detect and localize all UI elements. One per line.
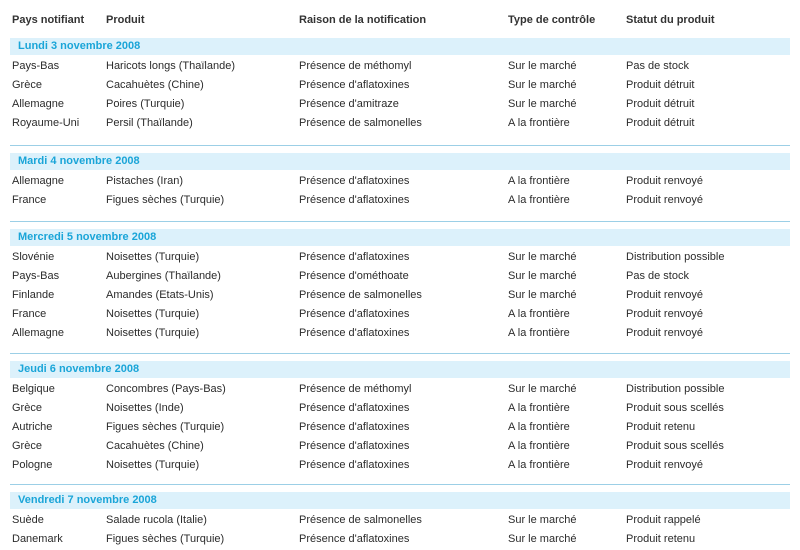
cell-country: Grèce <box>12 402 42 414</box>
cell-country: Allemagne <box>12 98 64 110</box>
cell-status: Produit détruit <box>626 117 695 129</box>
cell-control: Sur le marché <box>508 60 577 72</box>
cell-product: Noisettes (Turquie) <box>106 251 200 263</box>
cell-status: Distribution possible <box>626 251 725 263</box>
cell-country: France <box>12 308 47 320</box>
group-divider <box>10 145 790 146</box>
cell-country: Finlande <box>12 289 55 301</box>
cell-reason: Présence d'aflatoxines <box>299 79 410 91</box>
date-group-header <box>10 229 790 246</box>
header-control: Type de contrôle <box>508 14 596 26</box>
date-label: Mercredi 5 novembre 2008 <box>18 231 157 243</box>
cell-product: Salade rucola (Italie) <box>106 514 207 526</box>
cell-product: Haricots longs (Thaïlande) <box>106 60 236 72</box>
date-group-header <box>10 361 790 378</box>
cell-reason: Présence d'aflatoxines <box>299 402 410 414</box>
cell-country: Grèce <box>12 440 42 452</box>
table-row <box>0 191 800 209</box>
table-row <box>0 114 800 132</box>
cell-product: Noisettes (Turquie) <box>106 459 200 471</box>
table-row <box>0 511 800 529</box>
cell-reason: Présence d'aflatoxines <box>299 459 410 471</box>
header-product: Produit <box>106 14 145 26</box>
cell-product: Figues sèches (Turquie) <box>106 194 225 206</box>
cell-status: Produit détruit <box>626 79 695 91</box>
cell-reason: Présence d'aflatoxines <box>299 308 410 320</box>
cell-status: Pas de stock <box>626 60 689 72</box>
cell-country: Slovénie <box>12 251 55 263</box>
cell-control: A la frontière <box>508 194 570 206</box>
cell-control: A la frontière <box>508 459 570 471</box>
cell-reason: Présence d'aflatoxines <box>299 327 410 339</box>
cell-status: Produit renvoyé <box>626 175 704 187</box>
cell-control: A la frontière <box>508 421 570 433</box>
cell-status: Produit sous scellés <box>626 402 724 414</box>
table-header <box>0 11 800 29</box>
cell-country: France <box>12 194 47 206</box>
date-label: Vendredi 7 novembre 2008 <box>18 494 157 506</box>
cell-control: Sur le marché <box>508 79 577 91</box>
cell-product: Cacahuètes (Chine) <box>106 79 204 91</box>
cell-country: Pays-Bas <box>12 60 60 72</box>
cell-product: Noisettes (Turquie) <box>106 327 200 339</box>
cell-reason: Présence de méthomyl <box>299 60 412 72</box>
cell-reason: Présence de méthomyl <box>299 383 412 395</box>
table-row <box>0 418 800 436</box>
cell-product: Cacahuètes (Chine) <box>106 440 204 452</box>
group-divider <box>10 221 790 222</box>
cell-reason: Présence d'aflatoxines <box>299 175 410 187</box>
cell-status: Produit renvoyé <box>626 327 704 339</box>
header-status: Statut du produit <box>626 14 715 26</box>
cell-control: Sur le marché <box>508 98 577 110</box>
table-row <box>0 305 800 323</box>
cell-status: Produit renvoyé <box>626 459 704 471</box>
cell-product: Noisettes (Turquie) <box>106 308 200 320</box>
cell-reason: Présence d'aflatoxines <box>299 194 410 206</box>
cell-reason: Présence de salmonelles <box>299 117 422 129</box>
cell-country: Pologne <box>12 459 53 471</box>
cell-country: Danemark <box>12 533 63 545</box>
date-group-header <box>10 492 790 509</box>
table-row <box>0 380 800 398</box>
date-label: Jeudi 6 novembre 2008 <box>18 363 140 375</box>
cell-control: Sur le marché <box>508 251 577 263</box>
cell-status: Produit retenu <box>626 533 696 545</box>
cell-status: Pas de stock <box>626 270 689 282</box>
date-label: Mardi 4 novembre 2008 <box>18 155 140 167</box>
cell-control: A la frontière <box>508 175 570 187</box>
table-row <box>0 286 800 304</box>
cell-control: Sur le marché <box>508 289 577 301</box>
header-country: Pays notifiant <box>12 14 85 26</box>
cell-reason: Présence d'ométhoate <box>299 270 409 282</box>
cell-status: Produit sous scellés <box>626 440 724 452</box>
table-row <box>0 76 800 94</box>
table-row <box>0 95 800 113</box>
cell-country: Royaume-Uni <box>12 117 80 129</box>
header-reason: Raison de la notification <box>299 14 427 26</box>
cell-status: Produit renvoyé <box>626 289 704 301</box>
cell-country: Allemagne <box>12 327 64 339</box>
table-row <box>0 399 800 417</box>
cell-status: Produit renvoyé <box>626 308 704 320</box>
cell-control: Sur le marché <box>508 533 577 545</box>
group-divider <box>10 353 790 354</box>
cell-product: Noisettes (Inde) <box>106 402 184 414</box>
cell-product: Aubergines (Thaïlande) <box>106 270 221 282</box>
date-group-header <box>10 153 790 170</box>
cell-reason: Présence de salmonelles <box>299 289 422 301</box>
cell-reason: Présence d'aflatoxines <box>299 440 410 452</box>
cell-product: Persil (Thaïlande) <box>106 117 193 129</box>
cell-product: Concombres (Pays-Bas) <box>106 383 226 395</box>
cell-product: Figues sèches (Turquie) <box>106 533 225 545</box>
cell-control: A la frontière <box>508 402 570 414</box>
date-group-header <box>10 38 790 55</box>
cell-status: Produit retenu <box>626 421 696 433</box>
cell-product: Pistaches (Iran) <box>106 175 184 187</box>
cell-control: Sur le marché <box>508 270 577 282</box>
cell-control: Sur le marché <box>508 383 577 395</box>
cell-control: Sur le marché <box>508 514 577 526</box>
cell-reason: Présence de salmonelles <box>299 514 422 526</box>
cell-country: Pays-Bas <box>12 270 60 282</box>
table-row <box>0 267 800 285</box>
cell-reason: Présence d'amitraze <box>299 98 399 110</box>
cell-status: Produit détruit <box>626 98 695 110</box>
cell-control: A la frontière <box>508 327 570 339</box>
cell-country: Grèce <box>12 79 42 91</box>
cell-country: Allemagne <box>12 175 64 187</box>
cell-reason: Présence d'aflatoxines <box>299 533 410 545</box>
table-row <box>0 437 800 455</box>
table-row <box>0 57 800 75</box>
cell-reason: Présence d'aflatoxines <box>299 421 410 433</box>
cell-product: Figues sèches (Turquie) <box>106 421 225 433</box>
table-row <box>0 456 800 474</box>
cell-country: Autriche <box>12 421 53 433</box>
cell-reason: Présence d'aflatoxines <box>299 251 410 263</box>
group-divider <box>10 484 790 485</box>
cell-product: Amandes (Etats-Unis) <box>106 289 214 301</box>
cell-country: Belgique <box>12 383 55 395</box>
table-row <box>0 172 800 190</box>
table-row <box>0 324 800 342</box>
table-row <box>0 530 800 548</box>
cell-status: Produit rappelé <box>626 514 701 526</box>
cell-control: A la frontière <box>508 440 570 452</box>
cell-country: Suède <box>12 514 44 526</box>
date-label: Lundi 3 novembre 2008 <box>18 40 141 52</box>
cell-status: Distribution possible <box>626 383 725 395</box>
table-row <box>0 248 800 266</box>
cell-product: Poires (Turquie) <box>106 98 185 110</box>
cell-status: Produit renvoyé <box>626 194 704 206</box>
cell-control: A la frontière <box>508 308 570 320</box>
cell-control: A la frontière <box>508 117 570 129</box>
